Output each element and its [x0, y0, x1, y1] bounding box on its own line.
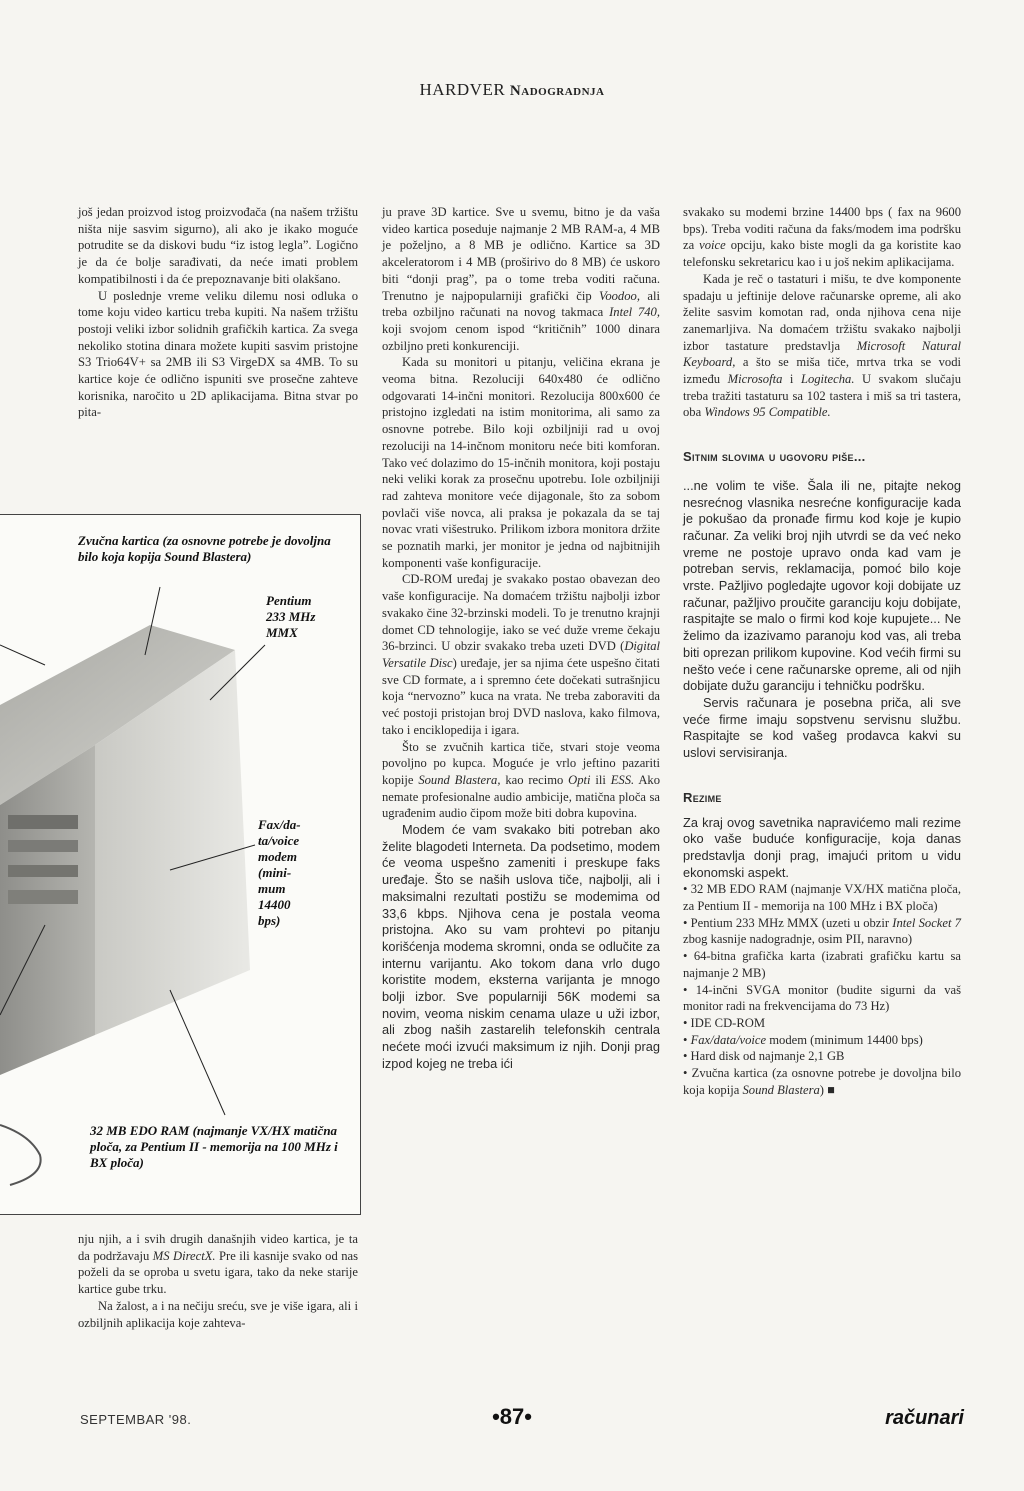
text: svakako su modemi brzine 14400 bps ( fax na 9600 bps). Treba voditi računa da faks/modem ima podršku za [683, 205, 961, 253]
text: zbog kasnije nadogradnje, osim PII, naravno) [683, 932, 913, 947]
caption-line: MMX [266, 625, 298, 640]
paragraph [683, 204, 961, 271]
paragraph: još jedan proizvod istog proizvođača (na našem tržištu ništa nije sasvim sigurno), ali ako je ikako moguće potrudite se da diskovi budu “iz istog legla”. Logično je da će bolje sarađivati, da neće imati problem kompatibilnosti i da će prepoznavanje biti olakšano. [78, 205, 358, 286]
issue-date: SEPTEMBAR '98. [80, 1412, 192, 1427]
text: U svakom slučaju treba tražiti tastaturu sa 102 tastera i miš sa tri tastera, oba [683, 372, 961, 420]
caption-line: modem [258, 849, 297, 864]
list-item: • 64-bitna grafička karta (izabrati grafičku kartu sa najmanje 2 MB) [683, 949, 961, 980]
paragraph [382, 571, 660, 738]
caption-sound-card: Zvučna kartica (za osnovne potrebe je dovoljna bilo koja kopija Sound Blastera) [78, 533, 331, 564]
paragraph [382, 739, 660, 823]
section-title: HARDVER [419, 80, 506, 99]
text: ili [590, 772, 611, 787]
paragraph [78, 1231, 358, 1298]
text: CD-ROM uređaj je svakako postao obavezan deo vaše konfiguracije. Na domaćem tržištu najbolji izbor svakako čine 32-brzinski modeli. To je trenutno krajnji domet CD tehnologije, iako se već duže vreme čekaju 36-brzinci. U obzir svakako treba uzeti DVD ( [382, 572, 660, 654]
text-italic: voice [699, 238, 726, 253]
text-italic: Sound Blastera [742, 1082, 820, 1097]
column-3 [683, 204, 961, 1098]
text-italic: Voodoo, [599, 288, 640, 303]
caption-line: ta/voice [258, 833, 300, 848]
text: • [683, 1032, 691, 1047]
pointer-line [170, 990, 225, 1115]
text: a što se miša tiče, mrtva trka se vodi između [683, 355, 961, 387]
cable [0, 1125, 41, 1185]
text-italic: Intel 740, [609, 305, 660, 320]
text: koji svojom cenom ispod “kritičnih” 1000 dinara ozbiljno preti konkurenciji. [382, 321, 660, 353]
text-italic: Opti [568, 772, 591, 787]
paragraph: Servis računara je posebna priča, ali sve veće firme imaju sopstvenu servisnu službu. Raspitajte se kod vašeg prodavca kakvi su uslovi servisiranja. [683, 694, 961, 761]
text: • Pentium 233 MHz MMX (uzeti u obzir [683, 915, 893, 930]
paragraph: Za kraj ovog savetnika napravićemo mali rezime oko vaše buduće konfiguracije, koja danas predstavlja donji prag, imajući pritom u vidu ekonomski aspekt. [683, 814, 961, 880]
text: Ako nemate profesionalne audio ambicije, matična ploča sa ugrađenim audio čipom može biti dobra kupovina. [382, 772, 661, 821]
text: Kada je reč o tastaturi i mišu, te dve komponente spadaju u jeftinije delove računarske opreme, ali ako želite sasvim komotan rad, onda njihova cena nije zanemarljiva. Na domaćem tržištu svakako najbolji izbor tastature predstavlja [683, 271, 961, 353]
paragraph [683, 271, 961, 421]
column-1-top [78, 204, 358, 421]
drive-bay [8, 890, 78, 904]
text-italic: Microsoft Natural Keyboard, [683, 338, 962, 370]
text-italic: Intel Socket 7 [892, 915, 961, 930]
text-italic: MS DirectX. [152, 1248, 216, 1263]
computer-figure [0, 514, 361, 1215]
list-item: • 14-inčni SVGA monitor (budite sigurni da vaš monitor radi na frekvencijama do 73 Hz) [683, 982, 961, 1014]
text-italic: Fax/data/voice [690, 1032, 767, 1047]
page-number: •87• [492, 1404, 532, 1429]
text: nju njih, a i svih drugih današnjih video kartica, je ta da podržavaju [78, 1232, 358, 1263]
text: modem (minimum 14400 bps) [766, 1032, 923, 1047]
text: ju prave 3D kartice. Sve u svemu, bitno je da vaša video kartica poseduje najmanje 2 MB RAM-a, 4 MB je poželjno, a 8 MB je odlično. Kartice sa 3D akceleratorom i 4 MB (proširivo do 8 MB) će uskoro biti “donji prag”, pa o tome treba voditi računa. Trenutno je najpopularniji grafički čip [382, 205, 660, 303]
list-item: • Hard disk od najmanje 2,1 GB [683, 1049, 845, 1064]
text: ) uređaje, jer sa njima ćete uspešno čitati sve CD formate, a i spremno ćete dočekati sutrašnjicu koja “nervozno” kuca na vrata. Ne treba zaboraviti da već postoji pristojan broj DVD naslova, kako filmova, tako i enciklopedija i igara. [382, 655, 660, 737]
paragraph: U poslednje vreme veliku dilemu nosi odluka o tome koju video karticu treba kupiti. Na našem tržištu postoji veliki izbor solidnih grafičkih kartica. Za svega nekoliko stotina dinara možete kupiti sasvim pristojne S3 Trio64V+ sa 2MB ili S3 VirgeDX sa 4MB. To su kartice koje će odlično ispuniti sve prosečne zahteve korisnika, naročito u 2D aplikacijama. Bitna stvar po pita- [78, 288, 358, 420]
paragraph: ...ne volim te više. Šala ili ne, pitajte nekog nesrećnog vlasnika nesrećne konfiguracije kada je pokušao da pronađe firmu kod koje je kupio računar. Za veliki broj njih utvrdi se da već neko vreme ne postoje upravo onda kad vam je potreban servis, reklamacija, pomoć bilo koje vrste. Pažljivo pogledajte ugovor koji dobijate uz računar, pažljivo proučite garanciju koju dobijate, raspitajte se malo o firmi kod koje kupujete... Ne želimo da izazivamo paranoju kod vas, ali treba biti oprezan prilikom kupovine. Kod većih firmi su nešto veće i cene računarske opreme, ali od njih dobijate dužu garanciju i tehničku podršku. [683, 477, 961, 694]
caption-line: bps) [258, 913, 281, 928]
subsection-title: Nadogradnja [509, 83, 605, 99]
text: ) ■ [819, 1082, 835, 1097]
column-2 [382, 204, 660, 1073]
caption-line: 233 MHz [266, 609, 316, 624]
text: ali treba ozbiljno računati na novog takmaca [382, 288, 660, 320]
drive-bay [8, 865, 78, 877]
column-1-bottom [78, 1231, 358, 1331]
caption-line: Pentium [266, 593, 312, 608]
paragraph: Kada su monitori u pitanju, veličina ekrana je veoma bitna. Rezoluciji 640x480 će odlično odgovarati 14-inčni monitori. Rezolucija 800x600 će pristojno izgledati na istim monitorima, ali samo za osnovne potrebe. Bilo koji ozbiljniji rad u ovoj rezoluciji na 14-inčnom monitoru neće biti komforan. Tako već dolazimo do 15-inčnih monitora, koji postaju neki veliki korak za prosečnu upotrebu. Iole ozbiljniji rad zahteva monitore veće dijagonale, što za sobom povlači više novca, ali praksa je pokazala da se taj novac vrati višestruko. Prilikom izbora monitora držite se poznatih marki, jer monitor je jedna od najbitnijih komponenti vaše konfiguracije. [382, 355, 660, 570]
text-italic: Digital Versatile Disc [382, 639, 660, 670]
text: • Zvučna kartica (za osnovne potrebe je dovoljna bilo koja kopija [683, 1066, 961, 1097]
text-italic: Microsofta [727, 372, 783, 387]
magazine-name: računari [885, 1407, 964, 1429]
list-item [683, 915, 961, 948]
text: Pre ili kasnije svako od nas poželi da se oproba u svetu igara, tako da neke starije kartice gube trku. [78, 1248, 358, 1297]
caption-ram: 32 MB EDO RAM (najmanje VX/HX matična ploča, za Pentium II - memorija na 100 MHz i BX ploča) [90, 1123, 338, 1170]
text: Što se zvučnih kartica tiče, stvari stoje veoma povoljno po kupca. Moguće je vrlo jeftino pazariti kopije [382, 739, 660, 787]
section-heading: Rezime [683, 789, 722, 805]
text-italic: Logitecha. [800, 372, 855, 387]
text-italic: ESS. [610, 772, 635, 787]
list-item: • IDE CD-ROM [683, 1015, 766, 1030]
text: kao recimo [500, 772, 569, 787]
drive-bay [8, 840, 78, 852]
caption-line: mum [258, 881, 286, 896]
list-item [683, 1065, 961, 1098]
drive-bay [8, 815, 78, 829]
text: i [782, 372, 801, 387]
paragraph: Na žalost, a i na nečiju sreću, sve je više igara, ali i ozbiljnih aplikacija koje zahteva- [78, 1298, 358, 1330]
caption-line: 14400 [258, 897, 291, 912]
caption-line: Fax/da- [258, 817, 301, 832]
page-header [0, 80, 1024, 100]
pointer-line [0, 645, 45, 665]
list-item [683, 1032, 961, 1049]
text-italic: Windows 95 Compatible. [704, 405, 831, 420]
caption-line: (mini- [258, 865, 292, 880]
text: opciju, kako biste mogli da ga koristite kao telefonsku sekretaricu kao i u još nekim aplikacijama. [683, 238, 962, 270]
paragraph [382, 204, 660, 354]
caption-cpu [266, 593, 346, 641]
caption-modem [258, 817, 338, 929]
list-item: • 32 MB EDO RAM (najmanje VX/HX matična ploča, za Pentium II - memorija na 100 MHz i BX ploča) [683, 882, 961, 914]
section-heading: Sitnim slovima u ugovoru piše... [683, 449, 866, 465]
text-italic: Sound Blastera, [418, 772, 501, 787]
paragraph: Modem će vam svakako biti potreban ako želite blagodeti Interneta. Da podsetimo, modem će veoma uspešno zameniti i preskupe faks uređaje. Što se naših uslova tiče, najbolji, ali i maksimalni rezultati postižu se modemima od 33,6 kbps. Njihova cena je postala veoma pristojna. Ako su vam prohtevi po pitanju korišćenja modema skromni, onda se odlučite za internu varijantu. Ako tokom dana vrlo dugo koristite modem, eksterna varijanta je mnogo bolji izbor. Sve popularniji 56K modemi sa novim, veoma niskim cenama ulaze u uži izbor, ali zbog naših zastarelih telefonskih centrala nećete moći izvući maksimum iz njih. Donji prag izpod kojeg ne treba ići [382, 822, 660, 1071]
